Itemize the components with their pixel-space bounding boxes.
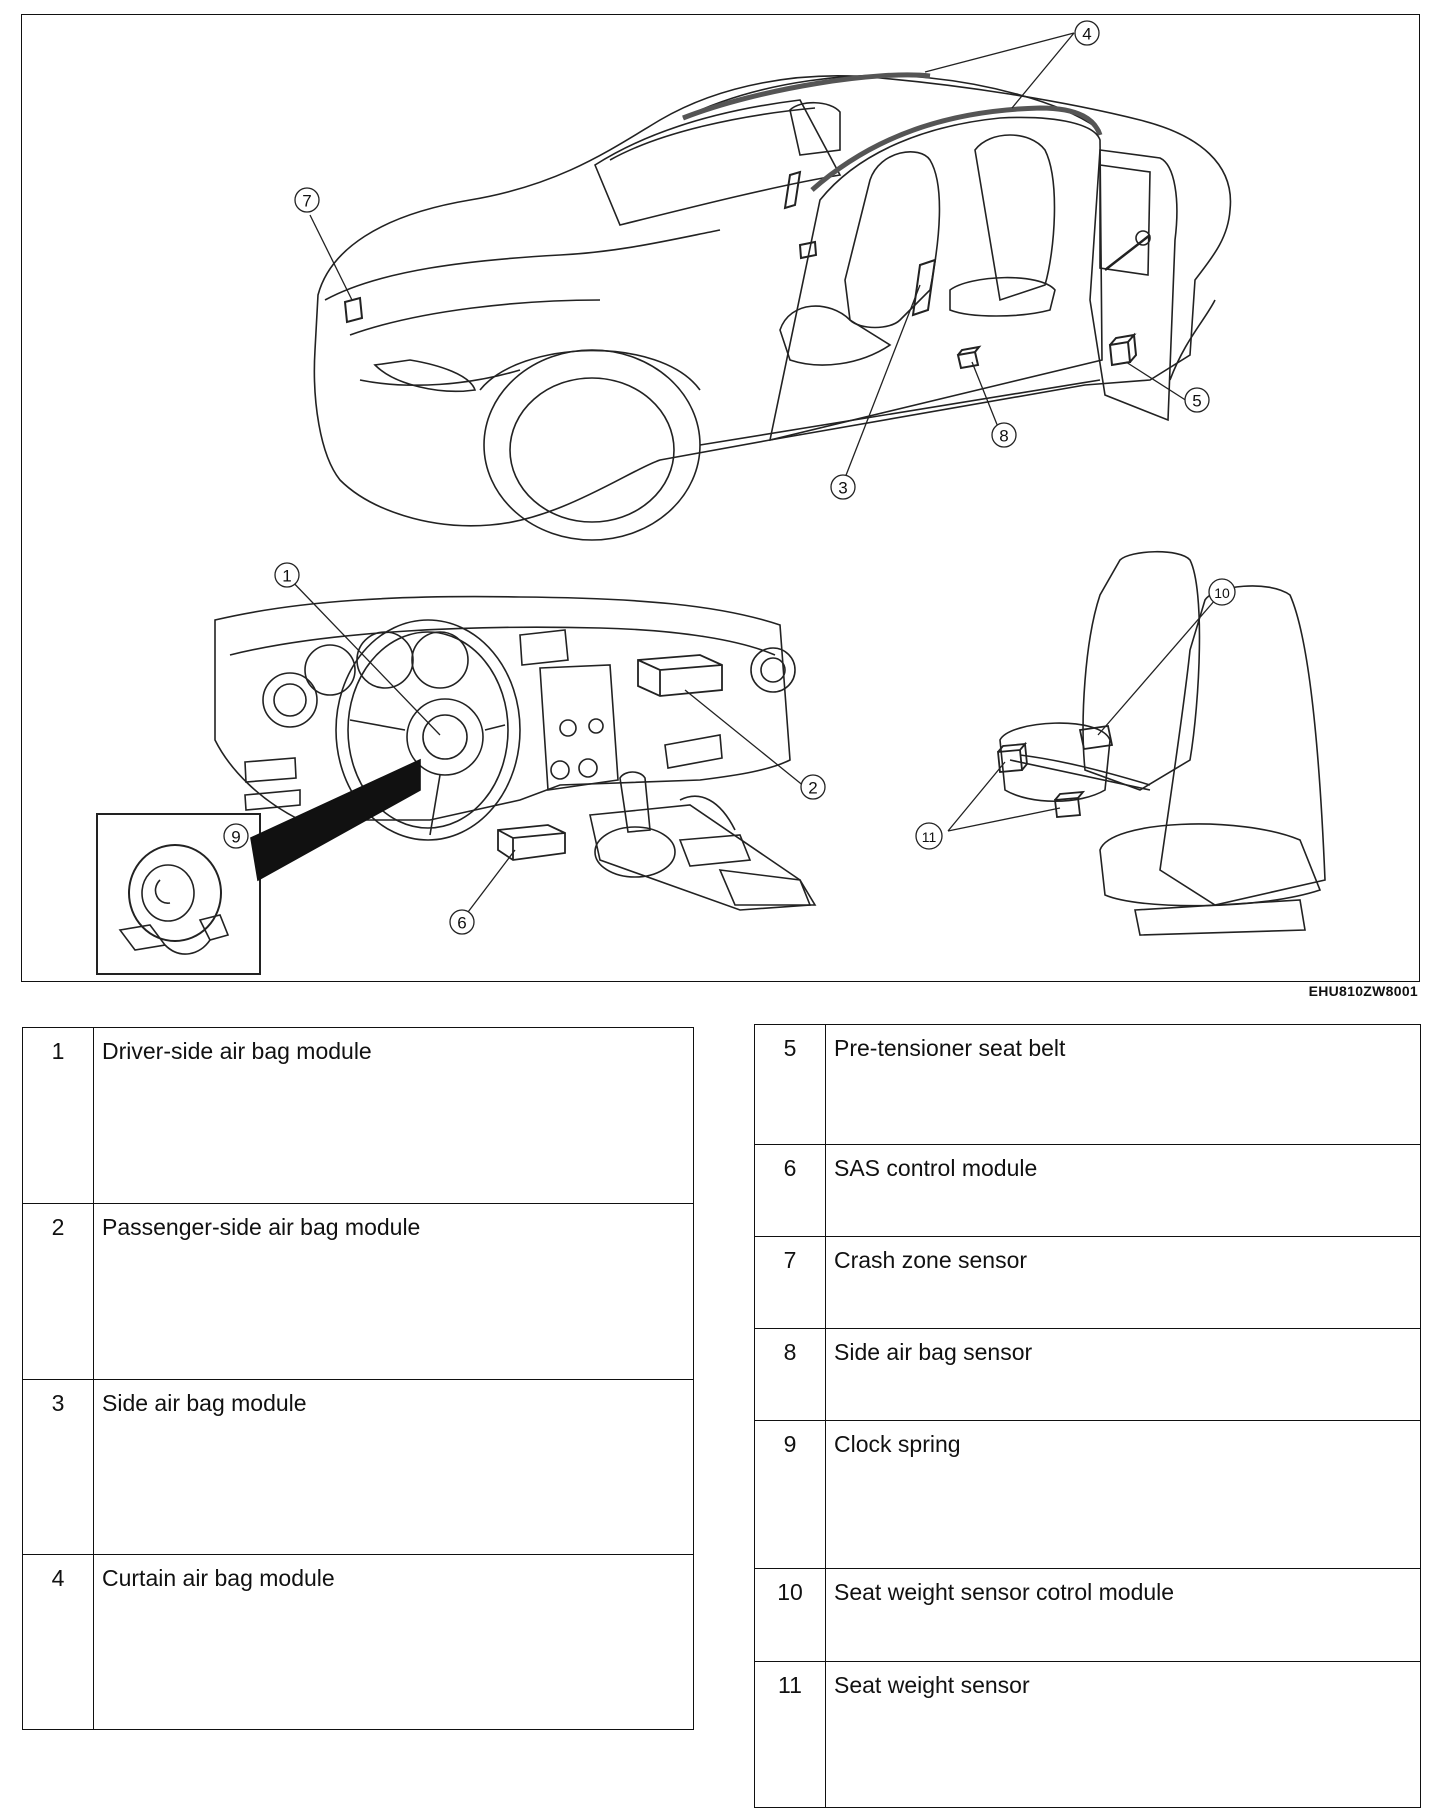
callout-8 [992,423,1016,447]
seats-illustration [998,552,1325,935]
svg-text:9: 9 [231,827,241,847]
callout-5 [1185,388,1209,412]
part-name: Side air bag sensor [826,1329,1421,1421]
callout-10 [1209,579,1235,605]
table-row [755,1145,1421,1237]
svg-text:3: 3 [838,478,848,498]
table-row [755,1025,1421,1145]
table-row [23,1028,694,1204]
callout-1 [275,563,299,587]
table-row [23,1555,694,1730]
part-name: Clock spring [826,1421,1421,1569]
part-name: SAS control module [826,1145,1421,1237]
parts-table-right [754,1024,1421,1808]
svg-text:4: 4 [1082,24,1092,44]
callout-4 [1075,21,1099,45]
svg-text:6: 6 [457,913,467,933]
callout-2 [801,775,825,799]
figure-code: EHU810ZW8001 [1308,983,1418,999]
dashboard-illustration [215,597,818,910]
part-number: 7 [755,1237,826,1329]
part-name: Seat weight sensor [826,1662,1421,1808]
callout-6 [450,910,474,934]
svg-text:5: 5 [1192,391,1202,411]
callout-3 [831,475,855,499]
part-number: 3 [23,1380,94,1555]
table-row [755,1569,1421,1662]
callout-leaders [287,33,1222,920]
table-row [23,1204,694,1380]
part-number: 10 [755,1569,826,1662]
svg-text:11: 11 [921,829,937,845]
part-number: 6 [755,1145,826,1237]
table-row [755,1237,1421,1329]
part-number: 11 [755,1662,826,1808]
callout-7 [295,188,319,212]
part-number: 5 [755,1025,826,1145]
part-number: 8 [755,1329,826,1421]
callout-9 [224,824,248,848]
table-row [755,1662,1421,1808]
car-illustration [314,75,1230,540]
part-number: 2 [23,1204,94,1380]
part-number: 1 [23,1028,94,1204]
part-number: 4 [23,1555,94,1730]
part-name: Passenger-side air bag module [94,1204,694,1380]
callout-11 [916,823,942,849]
table-row [755,1329,1421,1421]
part-name: Pre-tensioner seat belt [826,1025,1421,1145]
part-name: Crash zone sensor [826,1237,1421,1329]
svg-text:1: 1 [282,566,292,586]
parts-table-left [22,1027,694,1730]
svg-text:7: 7 [302,191,312,211]
part-name: Curtain air bag module [94,1555,694,1730]
part-name: Seat weight sensor cotrol module [826,1569,1421,1662]
table-row [23,1380,694,1555]
part-name: Side air bag module [94,1380,694,1555]
part-number: 9 [755,1421,826,1569]
svg-text:8: 8 [999,426,1009,446]
svg-text:2: 2 [808,778,818,798]
table-row [755,1421,1421,1569]
svg-text:10: 10 [1214,585,1230,601]
part-name: Driver-side air bag module [94,1028,694,1204]
